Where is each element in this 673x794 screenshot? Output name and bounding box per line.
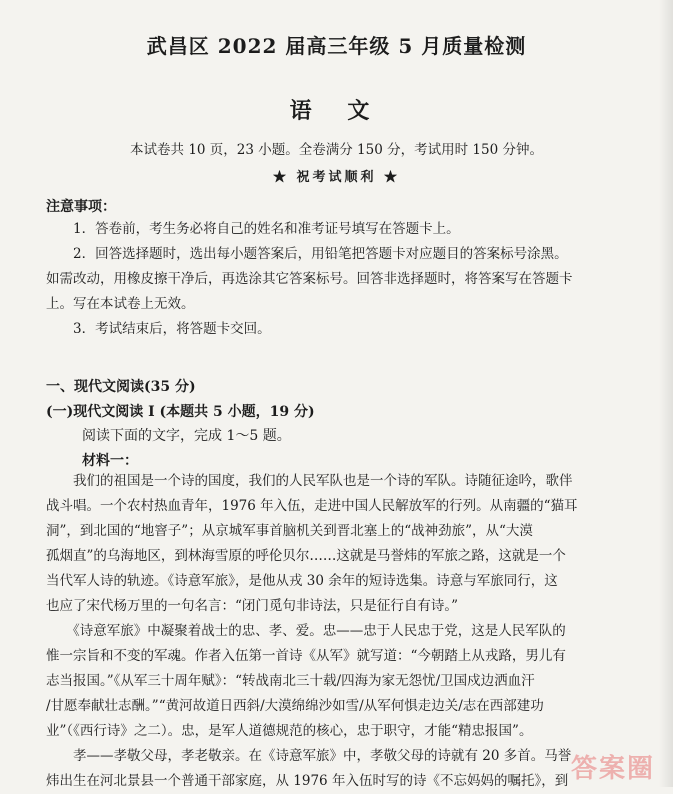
section-heading: 一、现代文阅读(35 分)	[46, 379, 196, 395]
watermark-logo: 答案圈	[570, 754, 655, 784]
passage-line: 当代军人诗的轨迹。《诗意军旅》，是他从戎 30 余年的短诗选集。诗意与军旅同行，这	[46, 573, 558, 589]
passage-line: 也应了宋代杨万里的一句名言：“闭门觅句非诗法，只是征行自有诗。”	[46, 598, 459, 614]
good-luck-banner: ★ 祝考试顺利 ★	[272, 170, 401, 185]
material-label: 材料一：	[82, 453, 138, 469]
passage-line: 志当报国。”《从军三十周年赋》：“转战南北三十载/四海为家无怨忧/卫国戍边洒血汗	[46, 673, 535, 689]
passage-line: 炜出生在河北景县一个普通干部家庭，从 1976 年入伍时写的诗《不忘妈妈的嘱托》，到	[46, 773, 569, 789]
notes-line: 2．回答选择题时，选出每小题答案后，用铅笔把答题卡对应题目的答案标号涂黑。	[46, 246, 568, 262]
page-edge-shadow	[659, 0, 673, 787]
subject-title: 语 文	[289, 98, 384, 124]
passage-line: 孝——孝敬父母，孝老敬亲。在《诗意军旅》中，孝敬父母的诗就有 20 多首。马誉	[46, 748, 572, 764]
notes-line: 1．答卷前，考生务必将自己的姓名和准考证号填写在答题卡上。	[46, 221, 460, 237]
passage-body	[46, 469, 632, 794]
passage-line: 孤烟直”的乌海地区，到林海雪原的呼伦贝尔……这就是马誉炜的军旅之路，这就是一个	[46, 548, 566, 564]
subsection-heading: (一)现代文阅读 I (本题共 5 小题，19 分)	[46, 404, 315, 420]
passage-line: 业”（《西行诗》之二）。忠，是军人道德规范的核心，忠于职守，才能“精忠报国”。	[46, 723, 533, 739]
reading-instruction: 阅读下面的文字，完成 1～5 题。	[82, 428, 291, 444]
passage-line: 战斗唱。一个农村热血青年，1976 年入伍，走进中国人民解放军的行列。从南疆的“猫耳	[46, 498, 578, 514]
notes-line: 上。写在本试卷上无效。	[46, 296, 195, 312]
notes-list	[46, 217, 632, 342]
notes-line: 3．考试结束后，将答题卡交回。	[46, 321, 271, 337]
passage-line: /甘愿奉献壮志酬。”“黄河故道日西斜/大漠绵绵沙如雪/从军何惧走边关/志在西部建功	[46, 698, 544, 714]
exam-title: 武昌区 2022 届高三年级 5 月质量检测	[146, 34, 527, 58]
passage-line: 《诗意军旅》中凝聚着战士的忠、孝、爱。忠——忠于人民忠于党，这是人民军队的	[46, 623, 566, 639]
passage-line: 我们的祖国是一个诗的国度，我们的人民军队也是一个诗的军队。诗随征途吟，歌伴	[46, 473, 573, 489]
passage-line: 惟一宗旨和不变的军魂。作者入伍第一首诗《从军》就写道：“今朝踏上从戎路，男儿有	[46, 648, 566, 664]
passage-line: 洞”，到北国的“地窨子”；从京城军事首脑机关到晋北塞上的“战神劲旅”，从“大漠	[46, 523, 533, 539]
notes-heading: 注意事项：	[46, 199, 116, 215]
exam-info: 本试卷共 10 页，23 小题。全卷满分 150 分，考试用时 150 分钟。	[130, 142, 543, 158]
notes-line: 如需改动，用橡皮擦干净后，再选涂其它答案标号。回答非选择题时，将答案写在答题卡	[46, 271, 573, 287]
